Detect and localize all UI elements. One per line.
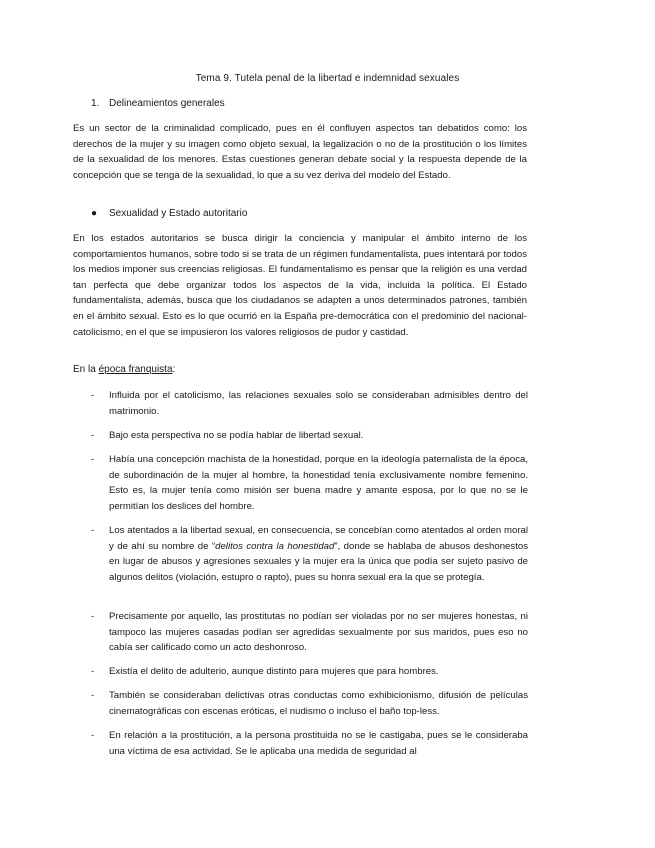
dash-icon: - bbox=[91, 690, 95, 701]
list-item bbox=[91, 388, 528, 419]
list-item-text-after: ”, donde se hablaba de abusos deshonestos en lugar de abusos y agresiones sexuales y la mujer era la única que podía ser sujeto pasivo de algunos delitos (violación, estupro o rapto), pues su honra sexual era la que se protegía. bbox=[109, 540, 528, 583]
list-item-text-before: Los atentados a la libertad sexual, en consecuencia, se concebían como atentados al orden moral y de ahí su nombre de “ bbox=[109, 525, 528, 552]
list-item bbox=[91, 728, 528, 759]
list-item-text: Había una concepción machista de la honestidad, porque en la ideología paternalista de la época, de subordinación de la mujer al hombre, la honestidad tenía exclusivamente nombre femenino. Esto es, la mujer tenía como misión ser buena madre y amante esposa, por lo que no se le permitían los deslices del hombre. bbox=[109, 454, 528, 512]
epoca-suffix: : bbox=[172, 364, 176, 375]
list-item bbox=[91, 452, 528, 514]
subsection-heading bbox=[91, 207, 247, 221]
bullet-icon: ● bbox=[91, 208, 98, 219]
list-item-text: Precisamente por aquello, las prostitutas no podían ser violadas por no ser mujeres honestas, ni tampoco las mujeres casadas podían ser agredidas sexualmente por sus maridos, pues eso no cabía ser calificado como un acto deshonroso. bbox=[109, 611, 528, 654]
list-item bbox=[91, 609, 528, 656]
intro-paragraph: Es un sector de la criminalidad complicado, pues en él confluyen aspectos tan debatidos como: los derechos de la mujer y su imagen como objeto sexual, la legalización o no de la prostitución o los límites de la sexualidad de los menores. Estas cuestiones generan debate social y la respuesta depende de la concepción que se tenga de la sexualidad, lo que a su vez deriva del modelo del Estado. bbox=[73, 123, 527, 181]
dash-icon: - bbox=[91, 611, 95, 622]
authoritarian-paragraph: En los estados autoritarios se busca dirigir la conciencia y manipular el ámbito interno de los comportamientos humanos, sobre todo si se trata de un régimen fundamentalista, pues intentará por todos los medios imponer sus creencias religiosas. El fundamentalismo es pensar que la religión es una verdad tan perfecta que debe organizar todos los aspectos de la vida, incluida la política. El Estado fundamentalista, además, busca que los ciudadanos se adapten a unos determinados patrones, también en el ámbito sexual. Esto es lo que ocurrió en la España pre-democrática con el predominio del nacional-catolicismo, en el que se impusieron los valores religiosos de pudor y castidad. bbox=[73, 233, 527, 338]
list-item-text: Existía el delito de adulterio, aunque distinto para mujeres que para hombres. bbox=[109, 666, 439, 677]
section-heading bbox=[91, 97, 225, 111]
list-item bbox=[91, 688, 528, 719]
epoca-prefix: En la bbox=[73, 364, 99, 375]
list-item-text bbox=[109, 523, 528, 585]
list-item-text: Bajo esta perspectiva no se podía hablar de libertad sexual. bbox=[109, 430, 364, 441]
epoca-intro bbox=[73, 363, 175, 377]
list-item-text: En relación a la prostitución, a la persona prostituida no se le castigaba, pues se le consideraba una víctima de esa actividad. Se le aplicaba una medida de seguridad al bbox=[109, 730, 528, 757]
epoca-underlined: época franquista bbox=[98, 364, 173, 375]
dash-icon: - bbox=[91, 454, 95, 465]
dash-icon: - bbox=[91, 730, 95, 741]
list-item-text-italic: delitos contra la honestidad bbox=[215, 540, 335, 552]
page-title: Tema 9. Tutela penal de la libertad e indemnidad sexuales bbox=[195, 73, 460, 84]
dash-icon: - bbox=[91, 430, 95, 441]
section-number: 1. bbox=[91, 98, 100, 109]
section-label: Delineamientos generales bbox=[109, 98, 225, 109]
list-item-text: Influida por el catolicismo, las relaciones sexuales solo se consideraban admisibles dentro del matrimonio. bbox=[109, 390, 528, 417]
dash-icon: - bbox=[91, 666, 95, 677]
dash-icon: - bbox=[91, 525, 95, 536]
list-item bbox=[91, 523, 528, 585]
subsection-label: Sexualidad y Estado autoritario bbox=[109, 208, 248, 219]
dash-icon: - bbox=[91, 390, 95, 401]
list-item-text: También se consideraban delictivas otras conductas como exhibicionismo, difusión de películas cinematográficas con escenas eróticas, el nudismo o incluso el baño top-less. bbox=[109, 690, 528, 717]
list-item bbox=[91, 664, 528, 680]
list-item bbox=[91, 428, 528, 444]
